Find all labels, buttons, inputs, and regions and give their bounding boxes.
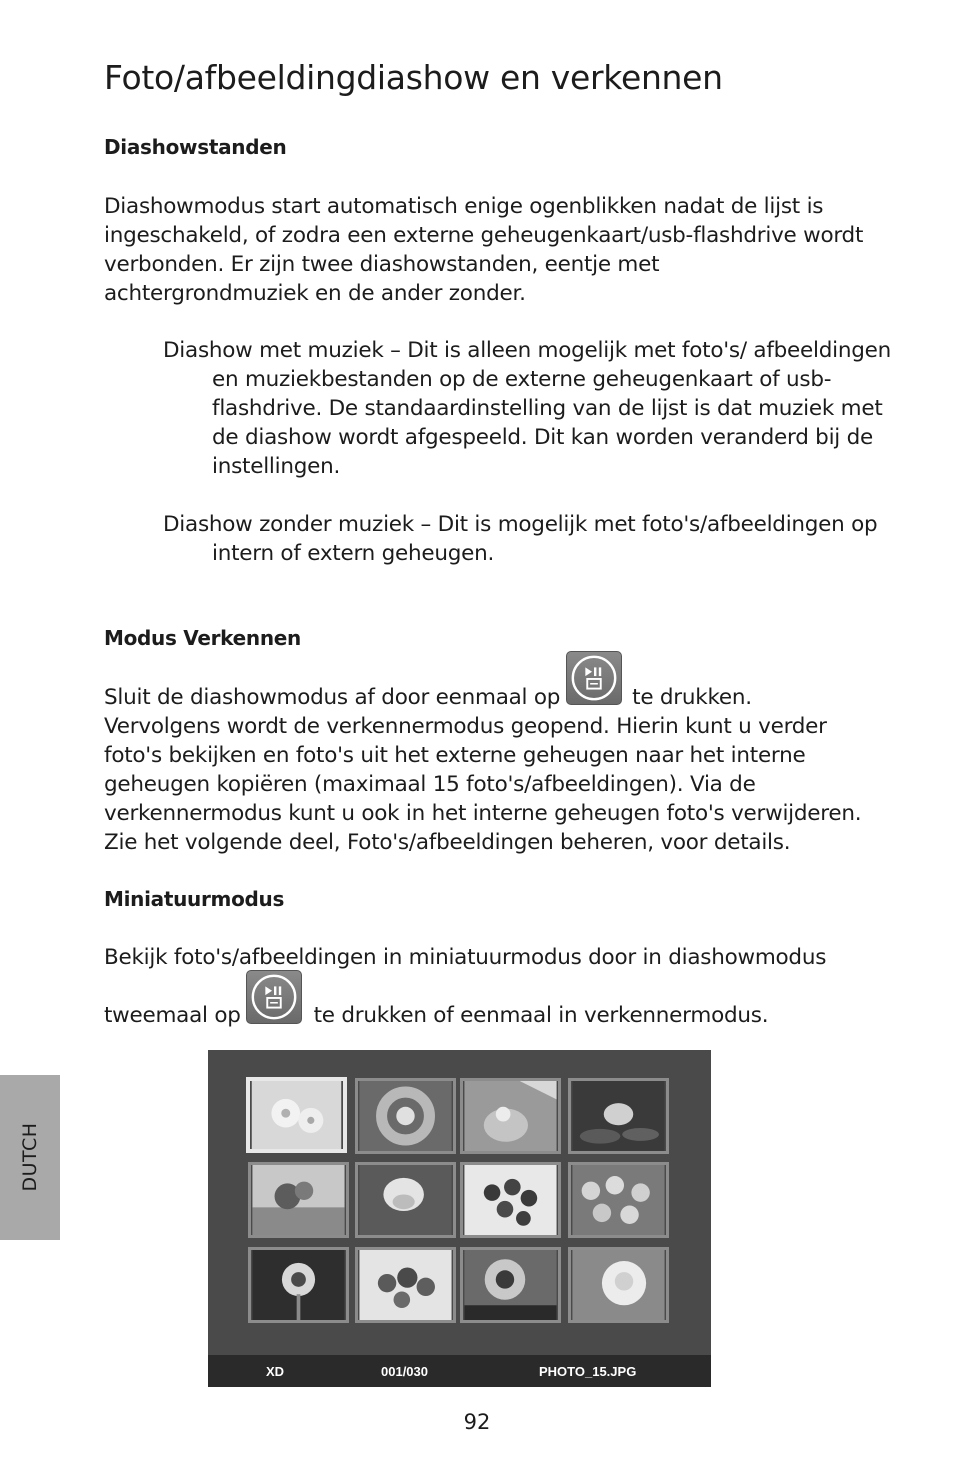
language-label: DUTCH <box>19 1122 41 1192</box>
paragraph-diashowstanden: Diashowmodus start automatisch enige ogenblikken nadat de lijst is ingeschakeld, of zodra een externe geheugenkaart/usb-flashdrive wordt verbonden. Er zijn twee diashowstanden, eentje met achtergrondmuziek en de ander zonder. <box>104 194 864 306</box>
page-title: Foto/afbeeldingdiashow en verkennen <box>104 58 723 97</box>
thumbnail-white-rose[interactable] <box>568 1247 669 1323</box>
language-side-tab <box>0 1075 60 1240</box>
heading-modus-verkennen: Modus Verkennen <box>104 626 301 650</box>
thumbnail-screen <box>208 1050 711 1387</box>
thumbnail-flower-wreath[interactable] <box>355 1078 456 1154</box>
line-thumbnail-2 <box>104 1001 864 1030</box>
list-item-with-music: Diashow met muziek – Dit is alleen mogelijk met foto's/ afbeeldingen en muziekbestanden op de externe geheugenkaart of usb-flashdrive. De standaardinstelling van de lijst is dat muziek met de diashow wordt afgespeeld. Dit kan worden veranderd bij de instellingen. <box>163 338 891 479</box>
line-exit-before: Sluit de diashowmodus af door eenmaal op <box>104 685 561 710</box>
play-pause-menu-icon <box>566 651 622 705</box>
thumbnail-single-sunflower[interactable] <box>248 1247 349 1323</box>
line-thumbnail-after: te drukken of eenmaal in verkennermodus. <box>313 1003 769 1028</box>
thumbnail-water-lily[interactable] <box>568 1078 669 1154</box>
photo-filename: PHOTO_15.JPG <box>539 1364 637 1379</box>
line-thumbnail-before: tweemaal op <box>104 1003 241 1028</box>
heading-diashowstanden: Diashowstanden <box>104 135 287 159</box>
thumbnail-sunflower-bunch[interactable] <box>460 1162 561 1238</box>
thumbnail-sunflowers-sky[interactable] <box>460 1247 561 1323</box>
status-bar <box>208 1355 711 1387</box>
photo-counter: 001/030 <box>381 1364 428 1379</box>
page-number: 92 <box>463 1410 491 1434</box>
line-thumbnail-1: Bekijk foto's/afbeeldingen in miniatuurmodus door in diashowmodus <box>104 945 827 970</box>
media-source: XD <box>266 1364 285 1379</box>
thumbnail-glass-bowl[interactable] <box>460 1078 561 1154</box>
thumbnail-lotus[interactable] <box>355 1162 456 1238</box>
play-pause-menu-icon <box>246 970 302 1024</box>
thumbnail-rose-bouquet[interactable] <box>355 1247 456 1323</box>
paragraph-modus-verkennen: Vervolgens wordt de verkennermodus geopend. Hierin kunt u verder foto's bekijken en foto's uit het externe geheugen naar het interne geheugen kopiëren (maximaal 15 foto's/afbeeldingen). Via de verkennermodus kunt u ook in het interne geheugen foto's verwijderen. Zie het volgende deel, Foto's/afbeeldingen beheren, voor details. <box>104 714 862 855</box>
thumbnail-tulip-field[interactable] <box>568 1162 669 1238</box>
line-exit-after: te drukken. <box>632 685 752 710</box>
thumbnail-flower-arrangement[interactable] <box>248 1162 349 1238</box>
thumbnail-daisies[interactable] <box>246 1077 347 1153</box>
list-item-without-music: Diashow zonder muziek – Dit is mogelijk met foto's/afbeeldingen op intern of extern geheugen. <box>163 512 878 566</box>
heading-miniatuurmodus: Miniatuurmodus <box>104 887 285 911</box>
line-exit-slideshow <box>104 683 864 712</box>
